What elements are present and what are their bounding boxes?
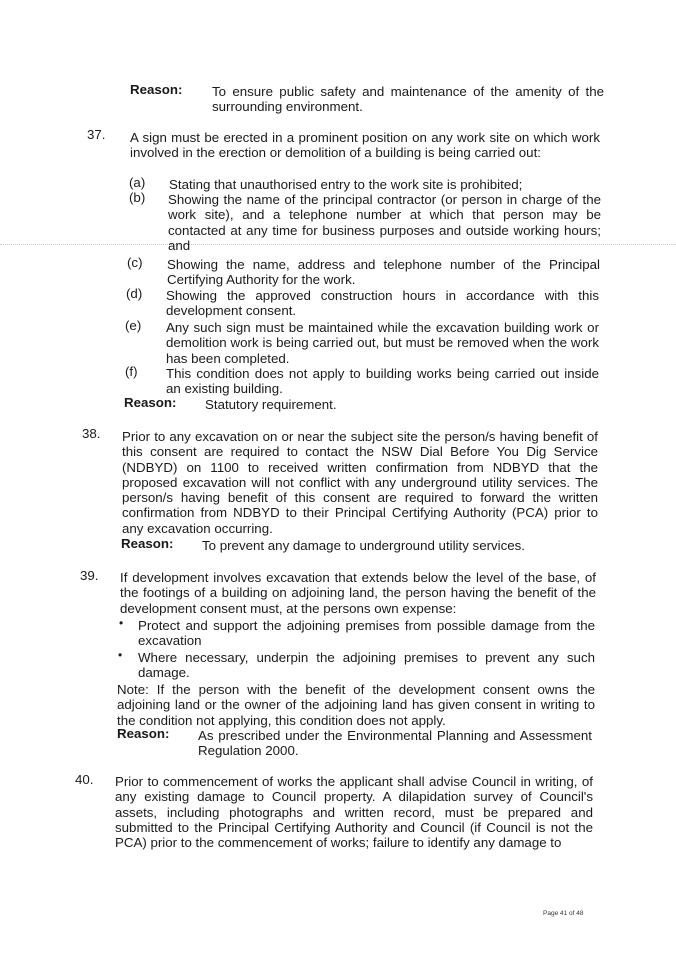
item-text-f: This condition does not apply to building works being carried out inside an existing building.: [166, 366, 599, 397]
condition-37-intro: A sign must be erected in a prominent position on any work site on which work involved in the erection or demolition of a building is being carried out:: [130, 130, 600, 161]
reason-label: Reason:: [117, 726, 170, 741]
item-label-a: (a): [129, 175, 146, 190]
item-label-d: (d): [126, 286, 143, 301]
reason-text: Statutory requirement.: [205, 397, 337, 412]
reason-label: Reason:: [124, 395, 177, 410]
bullet-icon: •: [119, 616, 124, 630]
condition-number-38: 38.: [82, 426, 101, 441]
item-text-b: Showing the name of the principal contractor (or person in charge of the work site), and a telephone number at which that person may be contacted at any time for business purposes and outside working hours; and: [168, 192, 601, 253]
bullet-icon: •: [118, 648, 123, 662]
condition-39-intro: If development involves excavation that extends below the level of the base, of the footings of a building on adjoining land, the person having the benefit of the development consent must, at the persons own expense:: [120, 570, 596, 616]
item-text-e: Any such sign must be maintained while the excavation building work or demolition work is being carried out, but must be removed when the work has been completed.: [166, 320, 599, 366]
reason-text: To ensure public safety and maintenance of the amenity of the surrounding environment.: [212, 84, 604, 115]
item-label-c: (c): [127, 255, 143, 270]
item-label-b: (b): [129, 190, 146, 205]
condition-40-text: Prior to commencement of works the applicant shall advise Council in writing, of any existing damage to Council property. A dilapidation survey of Council's assets, including photographs and written record, must be prepared and submitted to the Principal Certifying Authority and Council (if Council is not the PCA) prior to the commencement of works; failure to identify any damage to: [115, 774, 593, 851]
reason-text: As prescribed under the Environmental Planning and Assessment Regulation 2000.: [198, 728, 592, 759]
item-text-a: Stating that unauthorised entry to the work site is prohibited;: [169, 177, 523, 192]
reason-label: Reason:: [130, 82, 183, 97]
reason-text: To prevent any damage to underground utility services.: [202, 538, 526, 553]
item-text-c: Showing the name, address and telephone number of the Principal Certifying Authority for the work.: [167, 257, 600, 288]
page-number: Page 41 of 48: [543, 910, 584, 917]
item-label-e: (e): [125, 318, 142, 333]
condition-number-40: 40.: [75, 772, 94, 787]
condition-number-37: 37.: [87, 127, 106, 142]
item-label-f: (f): [125, 364, 138, 379]
condition-number-39: 39.: [80, 568, 99, 583]
reason-label: Reason:: [121, 536, 174, 551]
condition-38-text: Prior to any excavation on or near the subject site the person/s having benefit of this consent are required to contact the NSW Dial Before You Dig Service (NDBYD) on 1100 to received written confirmation from NDBYD that the proposed excavation will not conflict with any underground utility services. The person/s having benefit of this consent are required to forward the written confirmation from NDBYD to their Principal Certifying Authority (PCA) prior to any excavation occurring.: [122, 429, 598, 536]
condition-39-note: Note: If the person with the benefit of the development consent owns the adjoining land or the owner of the adjoining land has given consent in writing to the condition not applying, this condition does not apply.: [117, 682, 595, 728]
bullet-text-1: Protect and support the adjoining premises from possible damage from the excavation: [138, 618, 595, 649]
bullet-text-2: Where necessary, underpin the adjoining premises to prevent any such damage.: [138, 650, 595, 681]
item-text-d: Showing the approved construction hours in accordance with this development consent.: [166, 288, 599, 319]
